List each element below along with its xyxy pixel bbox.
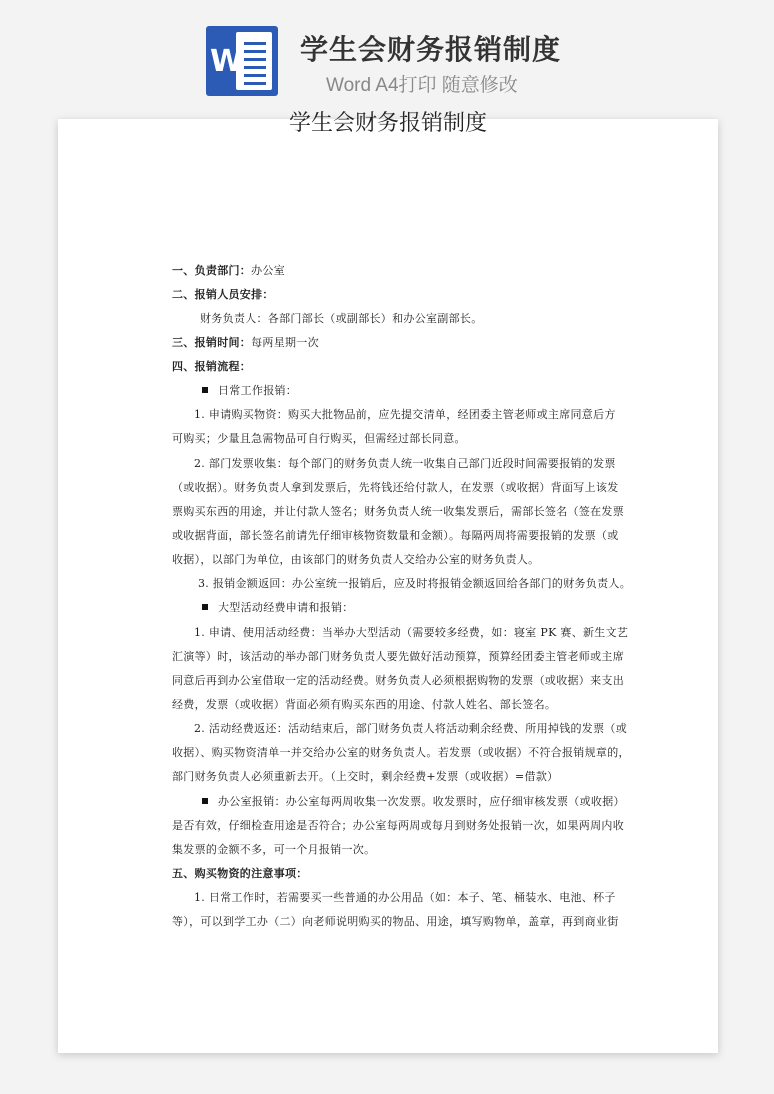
body-line [172,915,619,929]
square-bullet-icon [202,604,208,610]
body-line [202,384,634,398]
word-logo-letter: W [210,44,244,79]
section-heading-line [172,288,604,302]
word-document-icon [206,26,278,96]
line-text: 1. 申请购买物资：购买大批物品前，应先提交清单，经团委主管老师或主席同意后方 [194,408,616,421]
line-text: 部门财务负责人必须重新去开。（上交时，剩余经费+发票（或收据）=借款） [172,770,559,783]
body-line [172,698,604,712]
section-heading-line [172,360,604,374]
body-line [172,505,624,519]
body-line [172,770,604,784]
section-heading: 二、报销人员安排： [172,288,274,301]
body-line [172,553,604,567]
body-line [172,432,604,446]
body-line [172,650,624,664]
watermark [85,503,111,541]
body-line [200,312,632,326]
body-line [194,722,626,736]
banner-subtitle: Word A4打印 随意修改 [326,75,518,96]
body-line [194,457,626,471]
line-text: 汇演等）时，该活动的举办部门财务负责人要先做好活动预算，预算经团委主管老师或主席 [172,650,624,663]
line-text: 可购买；少量且急需物品可自行购买，但需经过部长同意。 [172,432,466,445]
line-text: 1. 申请、使用活动经费：当举办大型活动（需要较多经费，如：寝室 PK 赛、新生文艺 [194,626,629,639]
section-heading: 一、负责部门： [172,264,252,277]
line-text: （或收据）。财务负责人拿到发票后，先将钱还给付款人，在发票（或收据）背面写上该发 [172,481,619,494]
line-text: 经费，发票（或收据）背面必须有购买东西的用途、付款人姓名、部长签名。 [172,698,557,711]
banner-title: 学生会财务报销制度 [300,33,562,66]
line-text: 2. 部门发票收集：每个部门的财务负责人统一收集自己部门近段时间需要报销的发票 [194,457,616,470]
line-text: 收据），以部门为单位，由该部门的财务负责人交给办公室的财务负责人。 [172,553,540,566]
section-heading-line [172,264,604,278]
body-line [198,577,630,591]
line-text: 3. 报销金额返回：办公室统一报销后，应及时将报销金额返回给各部门的财务负责人。 [198,577,631,590]
line-text: 等），可以到学工办（二）向老师说明购买的物品、用途，填写购物单，盖章，再到商业街 [172,915,619,928]
square-bullet-icon [202,387,208,393]
body-line [172,481,619,495]
line-text: 收据）、购买物资清单一并交给办公室的财务负责人。若发票（或收据）不符合报销规章的， [172,746,630,759]
body-line [194,626,629,640]
body-line [172,819,624,833]
body-line [202,601,634,615]
square-bullet-icon [202,798,208,804]
line-text: 办公室 [251,264,286,277]
body-line [194,891,626,905]
section-heading: 三、报销时间： [172,336,252,349]
document-title: 学生会财务报销制度 [288,111,487,136]
line-text: 或收据背面，部长签名前请先仔细审核物资数量和金额）。每隔两周将需要报销的发票（或 [172,529,619,542]
body-line [194,408,626,422]
line-text: 是否有效，仔细检查用途是否符合；办公室每两周或每月到财务处报销一次，如果两周内收 [172,819,624,832]
body-line [172,529,619,543]
line-text: 同意后再到办公室借取一定的活动经费。财务负责人必须根据购物的发票（或收据）来支出 [172,674,624,687]
line-text: 每两星期一次 [251,336,319,349]
header-banner [0,0,774,118]
body-line [202,795,634,809]
section-heading-line [172,867,604,881]
line-text: 日常工作报销： [218,384,298,397]
body-line [172,843,604,857]
section-heading-line [172,336,604,350]
line-text: 票购买东西的用途，并让付款人签名；财务负责人统一收集发票后，需部长签名（签在发票 [172,505,624,518]
section-heading: 四、报销流程： [172,360,252,373]
section-heading: 五、购买物资的注意事项： [172,867,308,880]
body-line [172,674,624,688]
line-text: 财务负责人：各部门部长（或副部长）和办公室副部长。 [200,312,483,325]
line-text: 集发票的金额不多，可一个月报销一次。 [172,843,376,856]
line-text: 1. 日常工作时，若需要买一些普通的办公用品（如：本子、笔、桶装水、电池、杯子 [194,891,616,904]
line-text: 2. 活动经费返还：活动结束后，部门财务负责人将活动剩余经费、所用掉钱的发票（或 [194,722,627,735]
line-text: 大型活动经费申请和报销： [218,601,354,614]
line-text: 办公室报销：办公室每两周收集一次发票。收发票时，应仔细审核发票（或收据） [218,795,625,808]
body-line [172,746,630,760]
